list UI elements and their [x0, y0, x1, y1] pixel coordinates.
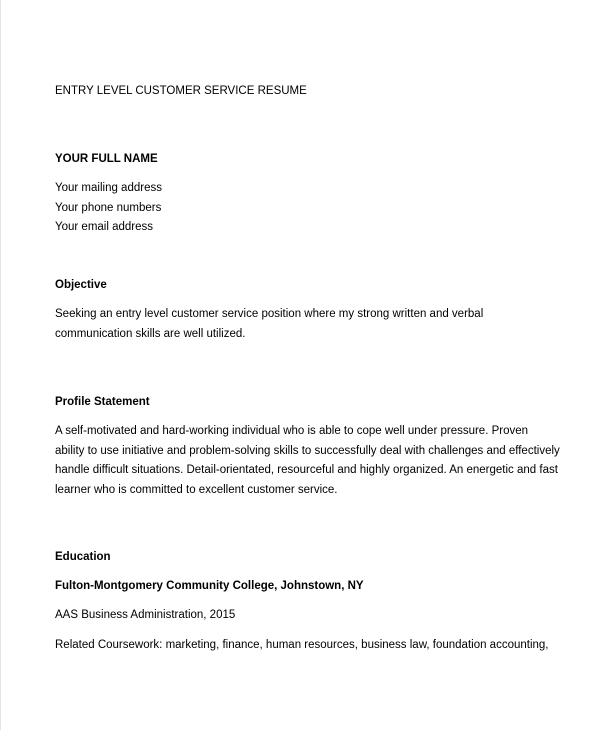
email-address: Your email address [55, 221, 154, 233]
objective-text [55, 305, 555, 344]
related-coursework: Related Coursework: marketing, finance, human resources, business law, foundation accounting, [55, 639, 549, 651]
profile-line: ability to use initiative and problem-solving skills to successfully deal with challenges and effectively [55, 444, 560, 457]
phone-numbers: Your phone numbers [55, 201, 162, 214]
full-name: YOUR FULL NAME [55, 153, 158, 165]
document-title: ENTRY LEVEL CUSTOMER SERVICE RESUME [55, 85, 307, 97]
page-left-edge [0, 0, 1, 730]
profile-statement-text [55, 422, 560, 500]
contact-block [55, 179, 162, 238]
objective-heading: Objective [55, 279, 107, 291]
mailing-address: Your mailing address [55, 182, 162, 194]
objective-line: communication skills are well utilized. [55, 327, 246, 340]
profile-line: A self-motivated and hard-working individual who is able to cope well under pressure. Proven [55, 425, 529, 437]
education-heading: Education [55, 551, 111, 563]
profile-statement-heading: Profile Statement [55, 396, 150, 408]
profile-line: learner who is committed to excellent customer service. [55, 483, 338, 496]
school-name: Fulton-Montgomery Community College, Johnstown, NY [55, 580, 364, 592]
objective-line: Seeking an entry level customer service position where my strong written and verbal [55, 308, 484, 320]
profile-line: handle difficult situations. Detail-orientated, resourceful and highly organized. An energetic and fast [55, 464, 558, 476]
degree: AAS Business Administration, 2015 [55, 609, 236, 621]
